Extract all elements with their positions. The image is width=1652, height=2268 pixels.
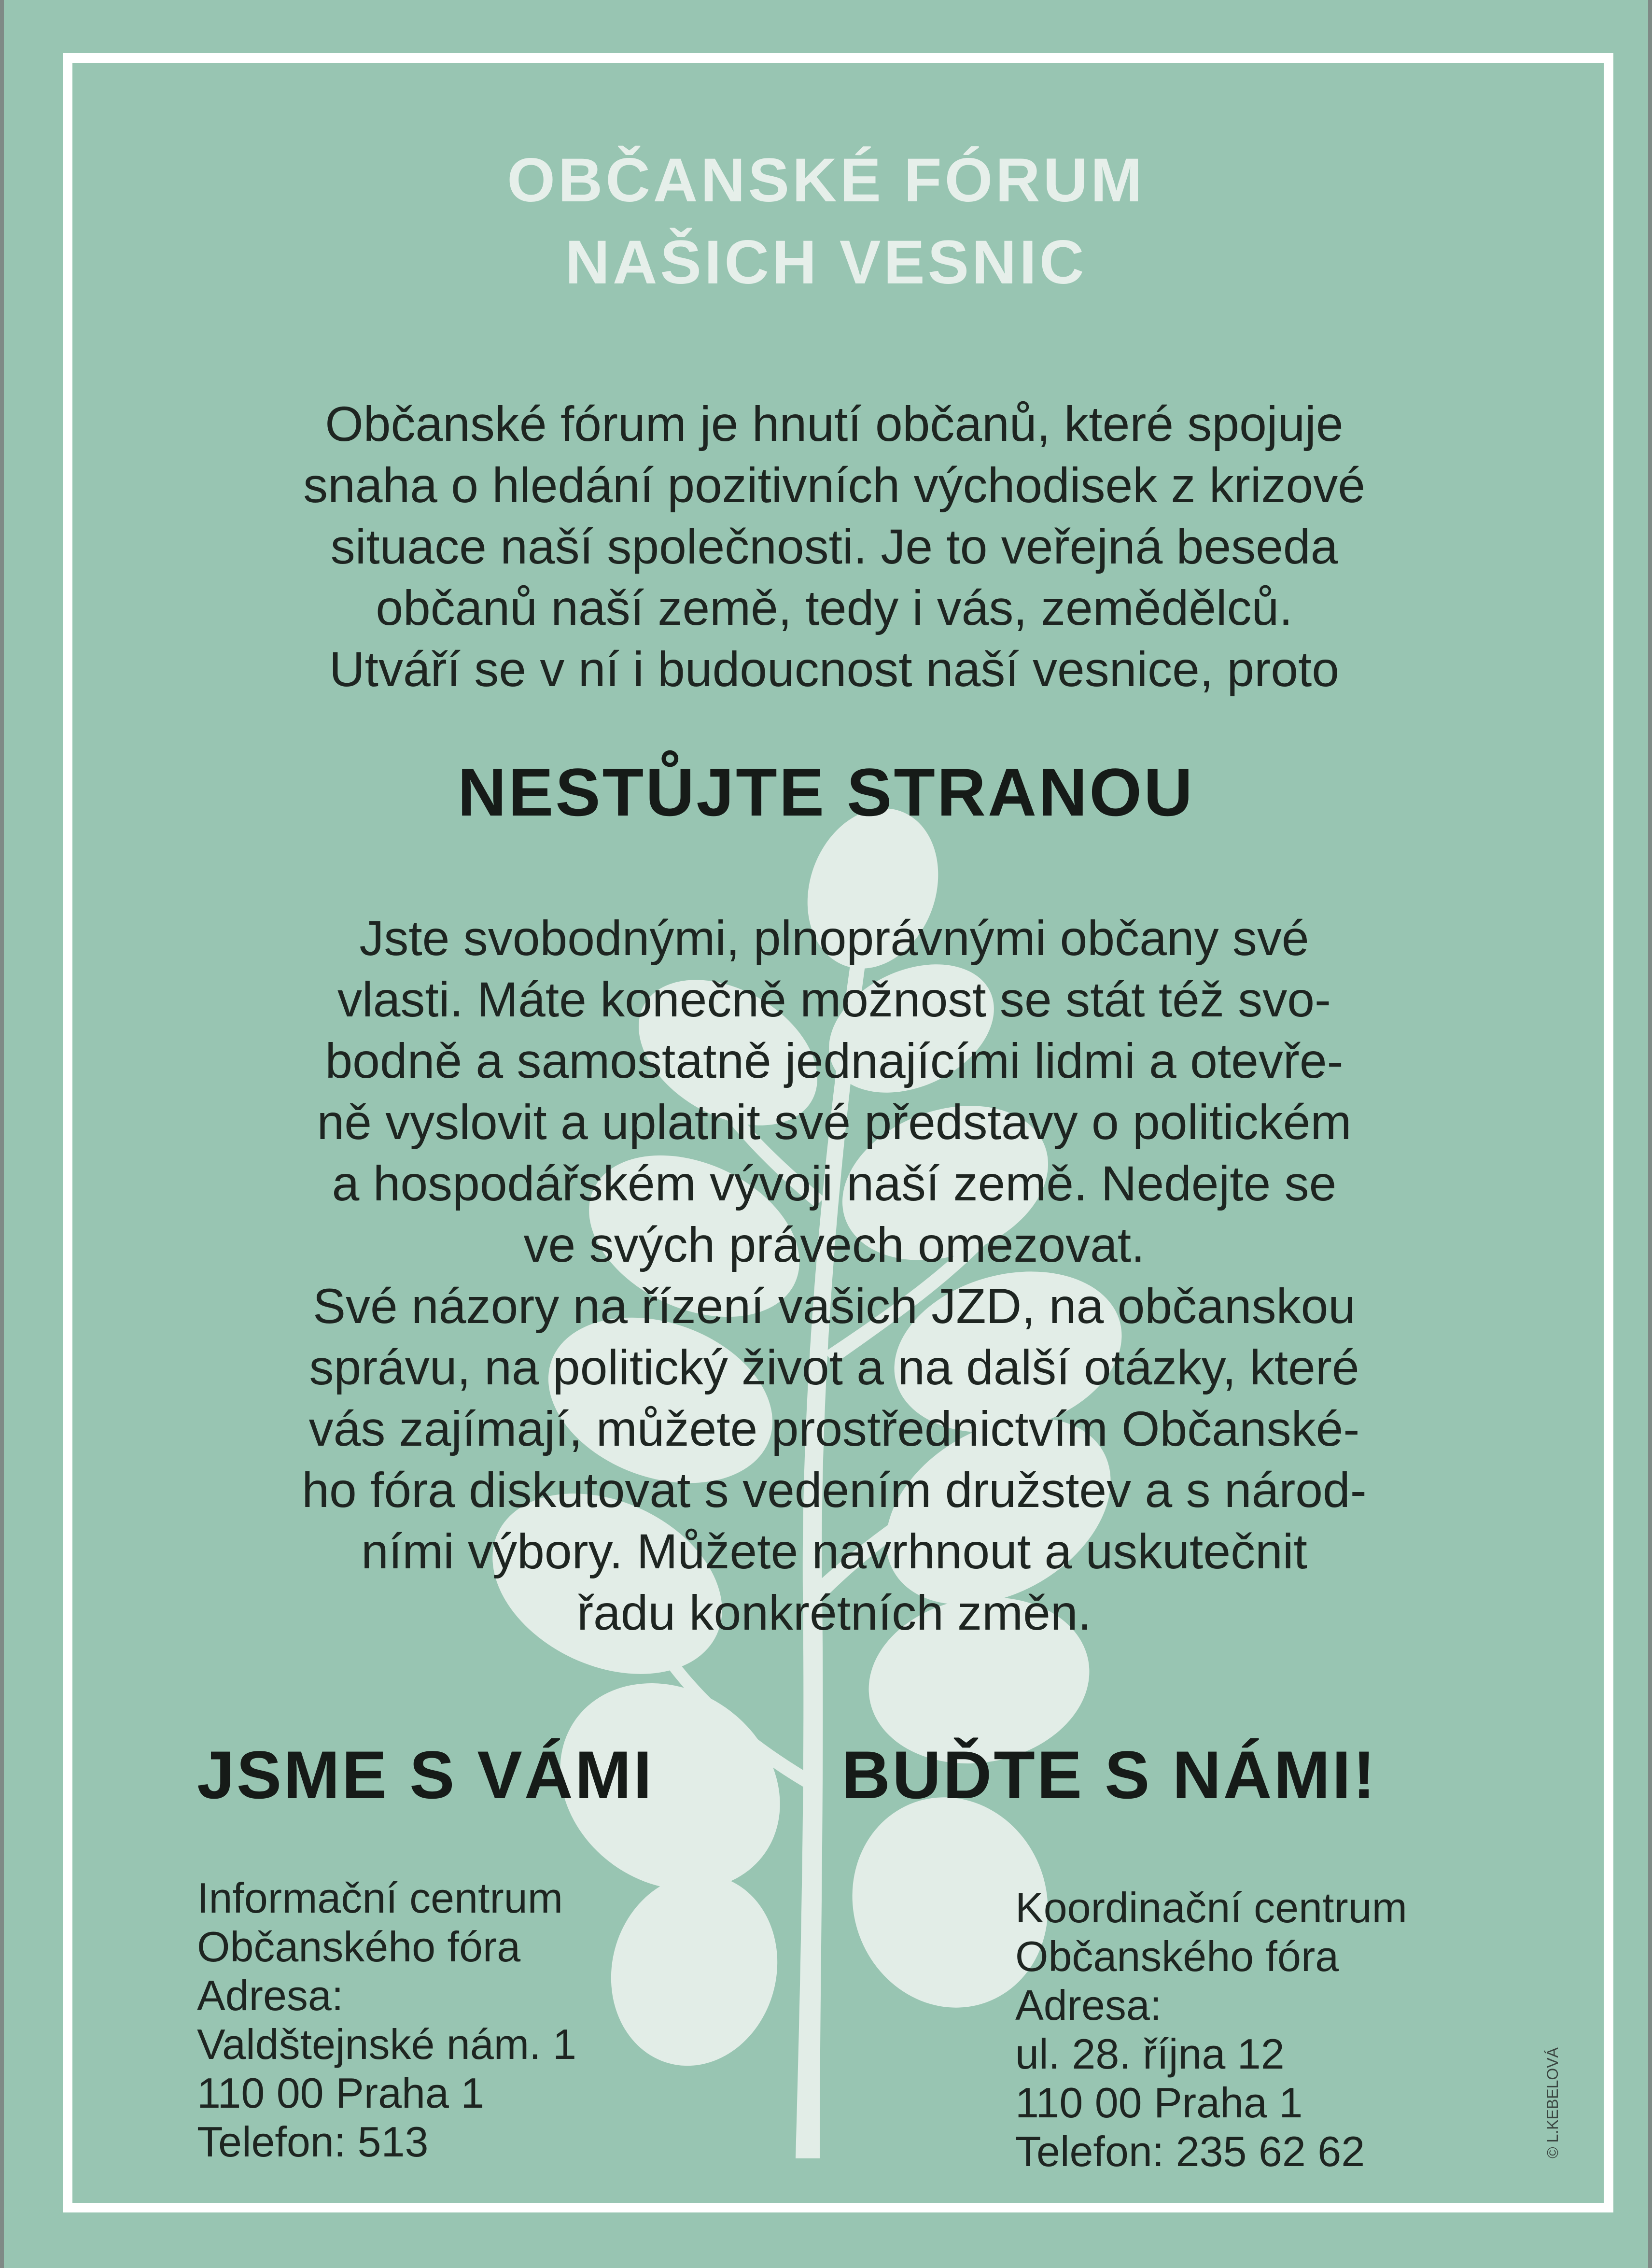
address-line: Informační centrum bbox=[197, 1874, 563, 1922]
address-line: Koordinační centrum bbox=[1015, 1884, 1407, 1931]
address-line: ul. 28. října 12 bbox=[1015, 2030, 1285, 2078]
address-line: Adresa: bbox=[1015, 1981, 1162, 2029]
address-left bbox=[197, 1874, 576, 2166]
address-line: Telefon: 235 62 62 bbox=[1015, 2127, 1365, 2175]
body-paragraph bbox=[182, 908, 1486, 1644]
intro-line: situace naší společnosti. Je to veřejná beseda bbox=[330, 519, 1338, 574]
body-line: ve svých právech omezovat. bbox=[523, 1217, 1145, 1272]
address-line: 110 00 Praha 1 bbox=[197, 2069, 485, 2117]
body-line: vlasti. Máte konečně možnost se stát též svo- bbox=[337, 972, 1331, 1027]
body-line: Jste svobodnými, plnoprávnými občany své bbox=[359, 911, 1309, 966]
artist-signature: © L.KEBELOVÁ bbox=[1544, 2047, 1561, 2158]
address-line: Valdštejnské nám. 1 bbox=[197, 2020, 576, 2068]
intro-line: Utváří se v ní i budoucnost naší vesnice, proto bbox=[329, 642, 1340, 697]
address-right bbox=[1015, 1883, 1407, 2176]
body-line: vás zajímají, můžete prostřednictvím Občanské- bbox=[308, 1401, 1360, 1456]
address-line: Adresa: bbox=[197, 1972, 344, 2019]
address-line: Občanského fóra bbox=[1015, 1932, 1339, 1980]
body-line: správu, na politický život a na další otázky, které bbox=[309, 1340, 1359, 1395]
headline: NESTŮJTE STRANOU bbox=[457, 754, 1195, 830]
body-line: bodně a samostatně jednajícími lidmi a otevře- bbox=[325, 1033, 1344, 1088]
address-line: 110 00 Praha 1 bbox=[1015, 2079, 1303, 2127]
poster-title-line-2: NAŠICH VESNIC bbox=[565, 228, 1087, 297]
address-line: Telefon: 513 bbox=[197, 2118, 429, 2166]
intro-line: snaha o hledání pozitivních východisek z krizové bbox=[303, 458, 1365, 513]
slogan-left: JSME S VÁMI bbox=[197, 1737, 654, 1813]
intro-paragraph bbox=[182, 394, 1486, 700]
body-line: Své názory na řízení vašich JZD, na občanskou bbox=[312, 1279, 1356, 1334]
body-line: ho fóra diskutovat s vedením družstev a s národ- bbox=[302, 1463, 1367, 1518]
body-line: řadu konkrétních změn. bbox=[577, 1585, 1092, 1640]
intro-line: Občanské fórum je hnutí občanů, které spojuje bbox=[325, 396, 1344, 451]
poster bbox=[4, 0, 1648, 2268]
body-line: ně vyslovit a uplatnit své představy o politickém bbox=[317, 1095, 1352, 1150]
poster-title-line-1: OBČANSKÉ FÓRUM bbox=[507, 146, 1145, 215]
intro-line: občanů naší země, tedy i vás, zemědělců. bbox=[376, 580, 1293, 635]
slogan-right: BUĎTE S NÁMI! bbox=[841, 1737, 1377, 1813]
body-line: a hospodářském vývoji naší země. Nedejte se bbox=[332, 1156, 1337, 1211]
body-line: ními výbory. Můžete navrhnout a uskutečnit bbox=[361, 1524, 1307, 1579]
address-line: Občanského fóra bbox=[197, 1923, 521, 1971]
